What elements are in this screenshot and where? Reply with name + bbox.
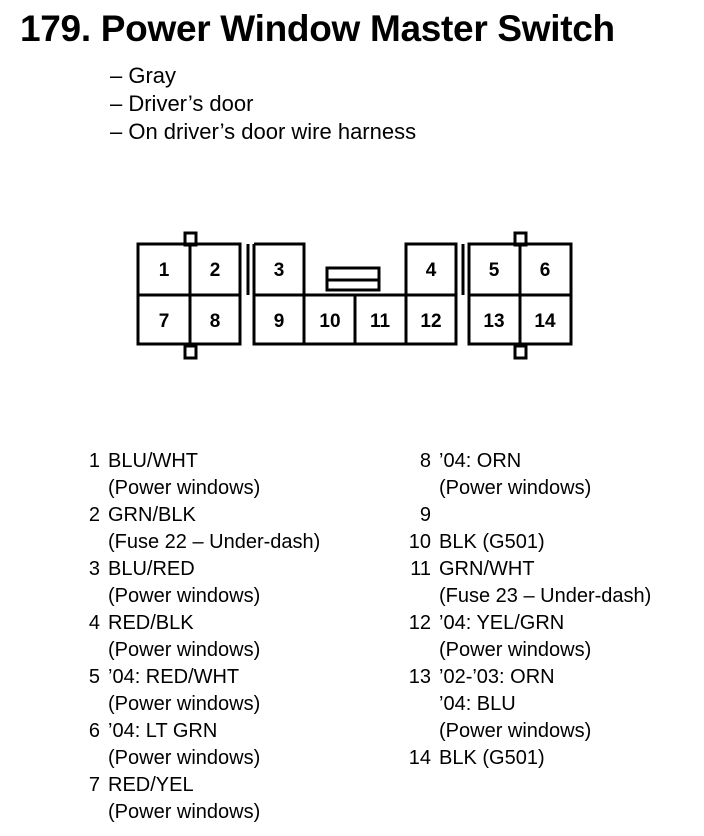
pin-legend-left [82, 448, 320, 826]
pin-8: 8 [209, 311, 221, 332]
legend-pin-number: 4 [88, 612, 100, 634]
pin-1: 1 [158, 260, 170, 281]
pin-2: 2 [209, 260, 221, 281]
pin-14: 14 [534, 311, 556, 332]
legend-pin-number: 6 [88, 720, 100, 742]
legend-entry [82, 448, 320, 502]
pin-7: 7 [158, 311, 170, 332]
legend-wire-color: GRN/BLK [108, 504, 196, 526]
connector-diagram [130, 228, 582, 364]
legend-wire-note: (Power windows) [439, 720, 592, 742]
legend-entry [413, 448, 651, 502]
legend-wire-color [439, 502, 651, 529]
pin-12: 12 [420, 311, 442, 332]
legend-wire-color: BLU/RED [108, 558, 195, 580]
pin-6: 6 [539, 260, 551, 281]
legend-entry [408, 529, 651, 556]
legend-pin-number: 10 [408, 531, 431, 553]
legend-wire-color: ’04: YEL/GRN [439, 612, 565, 634]
legend-entry [82, 718, 320, 772]
pin-3: 3 [273, 260, 285, 281]
legend-wire-note: (Power windows) [439, 639, 592, 661]
legend-wire-color: ’02-’03: ORN [439, 666, 555, 688]
legend-pin-number: 5 [88, 666, 100, 688]
legend-wire-color: ’04: ORN [439, 450, 522, 472]
legend-wire-color: GRN/WHT [439, 558, 535, 580]
legend-entry [408, 610, 651, 664]
connector-key-bottom-right [515, 346, 526, 358]
legend-pin-number: 3 [88, 558, 100, 580]
legend-wire-color: ’04: LT GRN [108, 720, 218, 742]
legend-pin-number: 2 [88, 504, 100, 526]
legend-wire-color: ’04: RED/WHT [108, 666, 240, 688]
pin-4: 4 [425, 260, 437, 281]
legend-entry [82, 664, 320, 718]
legend-pin-number: 13 [408, 666, 431, 688]
connector-key-bottom-left [185, 346, 196, 358]
legend-wire-note: (Power windows) [108, 585, 261, 607]
legend-entry [82, 556, 320, 610]
legend-wire-note: ’04: BLU [439, 693, 516, 715]
page-title: 179. Power Window Master Switch [20, 8, 615, 49]
legend-wire-note: (Fuse 23 – Under-dash) [439, 585, 652, 607]
legend-pin-number: 11 [410, 558, 431, 580]
legend-wire-note: (Power windows) [108, 801, 261, 823]
legend-entry [410, 556, 652, 610]
legend-pin-number: 9 [419, 504, 431, 526]
legend-pin-number: 1 [88, 450, 100, 472]
legend-wire-note: (Power windows) [108, 747, 261, 769]
legend-wire-color: RED/YEL [108, 774, 194, 796]
subtitle-harness: – On driver’s door wire harness [110, 119, 417, 144]
legend-entry [408, 664, 651, 745]
legend-wire-note: (Fuse 22 – Under-dash) [108, 531, 321, 553]
legend-pin-number: 7 [88, 774, 100, 796]
legend-wire-color: BLU/WHT [108, 450, 198, 472]
legend-entry [82, 502, 320, 556]
pin-9: 9 [273, 311, 285, 332]
pin-11: 11 [369, 311, 391, 332]
pin-13: 13 [483, 311, 505, 332]
legend-entry [408, 745, 651, 772]
legend-wire-note: (Power windows) [108, 639, 261, 661]
legend-wire-note: (Power windows) [108, 477, 261, 499]
legend-wire-color: BLK (G501) [439, 531, 545, 553]
subtitle-color: – Gray [110, 63, 177, 88]
pin-5: 5 [488, 260, 500, 281]
pin-10: 10 [319, 311, 341, 332]
legend-pin-number: 14 [408, 747, 431, 769]
subtitle-location: – Driver’s door [110, 91, 254, 116]
legend-entry [413, 502, 651, 529]
legend-wire-color: RED/BLK [108, 612, 194, 634]
legend-entry [82, 772, 320, 826]
legend-wire-note: (Power windows) [439, 477, 592, 499]
pin-legend-right [408, 448, 652, 772]
legend-entry [82, 610, 320, 664]
legend-pin-number: 12 [408, 612, 431, 634]
legend-wire-color: BLK (G501) [439, 747, 545, 769]
legend-pin-number: 8 [419, 450, 431, 472]
legend-wire-note: (Power windows) [108, 693, 261, 715]
